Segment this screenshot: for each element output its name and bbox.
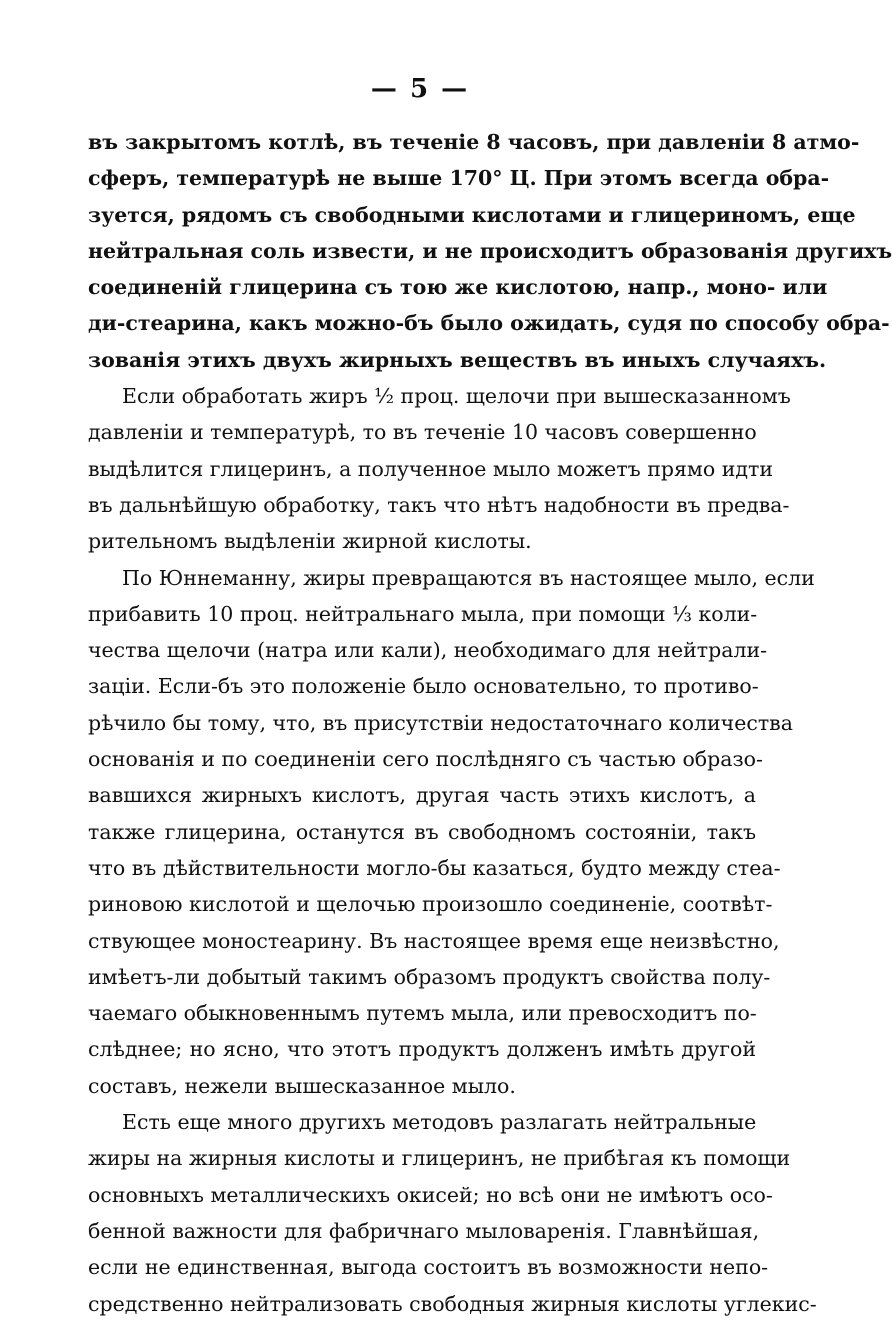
paragraph-3 bbox=[88, 560, 815, 1104]
text-line: нейтральная соль извести, и не происходитъ образованія другихъ bbox=[88, 238, 892, 263]
text-line: соединеній глицерина съ тою же кислотою, напр., моно- или bbox=[88, 275, 828, 300]
text-line: бенной важности для фабричнаго мыловаренія. Главнѣйшая, bbox=[88, 1218, 760, 1243]
text-line: составъ, нежели вышесказанное мыло. bbox=[88, 1073, 516, 1098]
text-line: чества щелочи (натра или кали), необходимаго для нейтрали- bbox=[88, 638, 768, 663]
body-text bbox=[88, 124, 892, 1322]
text-line: рительномъ выдѣленіи жирной кислоты. bbox=[88, 529, 532, 554]
text-line: средственно нейтрализовать свободныя жирныя кислоты углекис- bbox=[88, 1291, 817, 1316]
text-line: давленіи и температурѣ, то въ теченіе 10 часовъ совершенно bbox=[88, 420, 757, 445]
text-line: риновою кислотой и щелочью произошло соединеніе, соотвѣт- bbox=[88, 892, 773, 917]
text-line: въ дальнѣйшую обработку, такъ что нѣтъ надобности въ предва- bbox=[88, 492, 790, 517]
text-line: выдѣлится глицеринъ, а полученное мыло можетъ прямо идти bbox=[88, 456, 774, 481]
text-line: основныхъ металлическихъ окисей; но всѣ они не имѣютъ осо- bbox=[88, 1182, 773, 1207]
paragraph-1 bbox=[88, 124, 892, 378]
text-line: ствующее моностеарину. Въ настоящее время еще неизвѣстно, bbox=[88, 928, 780, 953]
text-line: По Юннеманну, жиры превращаются въ настоящее мыло, если bbox=[122, 565, 815, 590]
text-line: ди-стеарина, какъ можно-бъ было ожидать, судя по способу обра- bbox=[88, 311, 890, 336]
text-line: если не единственная, выгода состоитъ въ возможности непо- bbox=[88, 1255, 769, 1280]
text-line: слѣднее; но ясно, что этотъ продуктъ долженъ имѣть другой bbox=[88, 1037, 756, 1062]
text-line: имѣетъ-ли добытый такимъ образомъ продуктъ свойства полу- bbox=[88, 964, 771, 989]
text-line: вавшихся жирныхъ кислотъ, другая часть этихъ кислотъ, а bbox=[88, 783, 756, 808]
page-number: — 5 — bbox=[370, 74, 470, 104]
text-line: въ закрытомъ котлѣ, въ теченіе 8 часовъ, при давленіи 8 атмо- bbox=[88, 130, 860, 154]
paragraph-2 bbox=[88, 378, 791, 559]
paragraph-4 bbox=[88, 1104, 817, 1322]
text-line: Есть еще много другихъ методовъ разлагать нейтральные bbox=[122, 1110, 757, 1135]
text-line: жиры на жирныя кислоты и глицеринъ, не прибѣгая къ помощи bbox=[88, 1146, 791, 1171]
text-line: зованія этихъ двухъ жирныхъ веществъ въ иныхъ случаяхъ. bbox=[88, 347, 827, 372]
text-line: также глицерина, останутся въ свободномъ состояніи, такъ bbox=[88, 819, 756, 844]
text-line: рѣчило бы тому, что, въ присутствіи недостаточнаго количества bbox=[88, 710, 793, 735]
text-line: основанія и по соединеніи сего послѣдняго съ частью образо- bbox=[88, 747, 763, 772]
text-line: что въ дѣйствительности могло-бы казаться, будто между стеа- bbox=[88, 855, 781, 880]
text-line: заціи. Если-бъ это положеніе было основательно, то противо- bbox=[88, 674, 759, 699]
text-line: Если обработать жиръ ½ проц. щелочи при вышесказанномъ bbox=[122, 384, 791, 409]
text-line: сферъ, температурѣ не выше 170° Ц. При этомъ всегда обра- bbox=[88, 166, 830, 191]
text-line: чаемаго обыкновеннымъ путемъ мыла, или превосходитъ по- bbox=[88, 1001, 757, 1026]
text-line: прибавить 10 проц. нейтральнаго мыла, при помощи ⅓ коли- bbox=[88, 601, 758, 626]
text-line: зуется, рядомъ съ свободными кислотами и глицериномъ, еще bbox=[88, 202, 856, 227]
